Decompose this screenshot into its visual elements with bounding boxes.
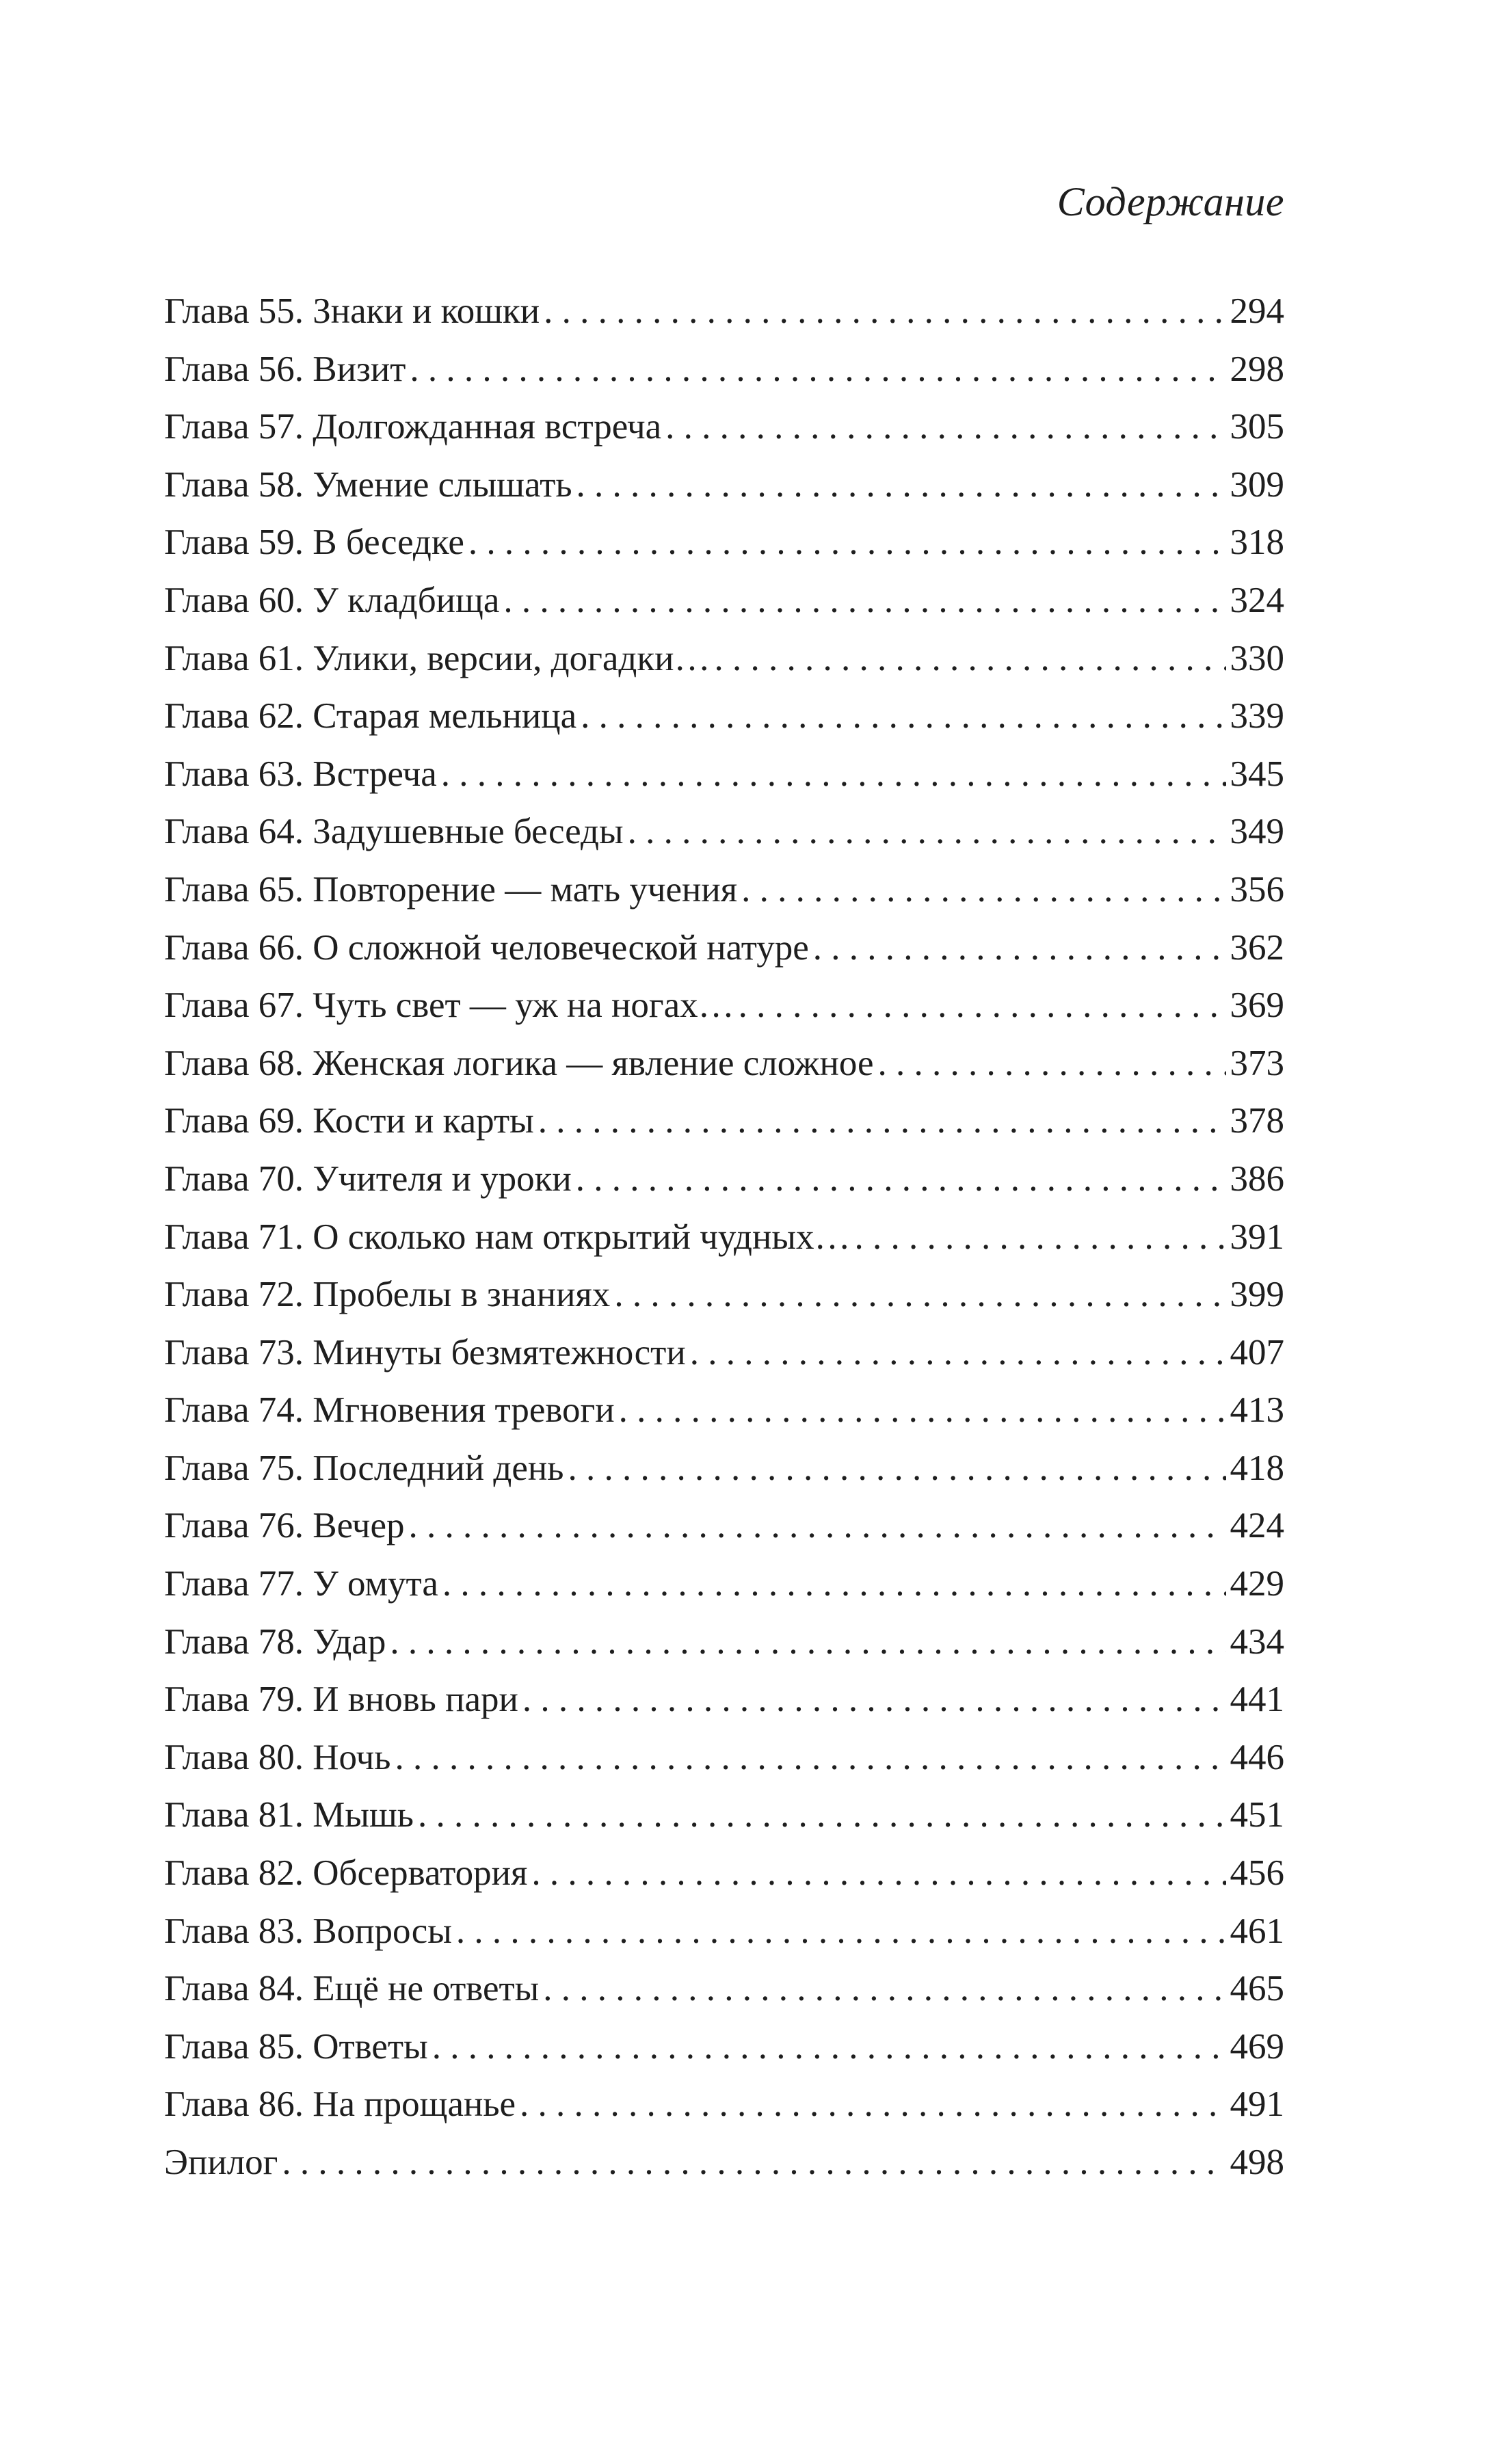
toc-entry (164, 1960, 1284, 2018)
dot-leader (878, 1035, 1226, 1093)
toc-entry-title: Глава 84. Ещё не ответы (164, 1969, 540, 2009)
toc-entry (164, 1902, 1284, 1961)
dot-leader (854, 1208, 1225, 1266)
dot-leader (522, 1671, 1226, 1729)
toc-entry (164, 1266, 1284, 1324)
dot-leader (690, 1324, 1226, 1382)
toc-entry-title: Глава 58. Умение слышать (164, 464, 572, 505)
dot-leader (739, 977, 1226, 1035)
toc-entry (164, 977, 1284, 1035)
toc-entry-page: 446 (1230, 1737, 1284, 1777)
toc-entry-page: 451 (1230, 1795, 1284, 1835)
toc-entry-title: Глава 71. О сколько нам открытий чудных… (164, 1217, 851, 1257)
toc-entry (164, 1035, 1284, 1093)
toc-entry-title: Глава 80. Ночь (164, 1737, 391, 1777)
toc-entry-title: Глава 78. Удар (164, 1621, 386, 1662)
toc-entry-page: 456 (1230, 1853, 1284, 1894)
toc-entry-title: Глава 79. И вновь пари (164, 1680, 518, 1720)
dot-leader (813, 919, 1226, 977)
dot-leader (568, 1439, 1225, 1498)
dot-leader (390, 1613, 1225, 1671)
toc-entry-page: 294 (1230, 291, 1284, 331)
toc-entry (164, 341, 1284, 399)
toc-entry-page: 378 (1230, 1101, 1284, 1141)
toc-entry-page: 345 (1230, 754, 1284, 794)
toc-entry-page: 391 (1230, 1217, 1284, 1257)
toc-entry (164, 2018, 1284, 2076)
toc-entry (164, 687, 1284, 745)
toc-entry (164, 919, 1284, 977)
toc-entry-title: Глава 68. Женская логика — явление сложное (164, 1043, 874, 1083)
toc-entry-title: Глава 69. Кости и карты (164, 1101, 534, 1141)
toc-entry-page: 424 (1230, 1506, 1284, 1546)
toc-entry (164, 1671, 1284, 1729)
dot-leader (432, 2018, 1226, 2076)
dot-leader (576, 1150, 1226, 1208)
dot-leader (715, 630, 1226, 688)
toc-entry-title: Глава 76. Вечер (164, 1506, 405, 1546)
toc-entry-page: 434 (1230, 1621, 1284, 1662)
toc-entry (164, 2134, 1284, 2192)
toc-entry-title: Глава 70. Учителя и уроки (164, 1158, 572, 1199)
toc-entry (164, 630, 1284, 688)
dot-leader (442, 1555, 1226, 1613)
dot-leader (544, 282, 1225, 341)
dot-leader (503, 572, 1225, 630)
toc-entry-title: Глава 77. У омута (164, 1564, 438, 1604)
toc-entry-title: Глава 61. Улики, версии, догадки… (164, 638, 711, 678)
dot-leader (628, 803, 1226, 861)
toc-entry-title: Глава 63. Встреча (164, 754, 437, 794)
toc-entry (164, 1208, 1284, 1266)
toc-entry-page: 369 (1230, 985, 1284, 1026)
dot-leader (395, 1729, 1225, 1787)
toc-entry (164, 1613, 1284, 1671)
toc-entry (164, 1381, 1284, 1439)
toc-entry-page: 330 (1230, 638, 1284, 678)
toc-entry-page: 441 (1230, 1680, 1284, 1720)
toc-entry-title: Глава 56. Визит (164, 349, 406, 389)
dot-leader (410, 341, 1225, 399)
toc-entry (164, 1092, 1284, 1150)
toc-entry-page: 373 (1230, 1043, 1284, 1083)
dot-leader (468, 514, 1226, 572)
toc-entry-title: Глава 75. Последний день (164, 1448, 564, 1488)
running-header-title: Содержание (1057, 179, 1284, 224)
toc-entry (164, 803, 1284, 861)
toc-entry (164, 282, 1284, 341)
dot-leader (538, 1092, 1226, 1150)
dot-leader (531, 1844, 1225, 1902)
toc-entry-page: 465 (1230, 1969, 1284, 2009)
toc-entry (164, 1324, 1284, 1382)
toc-entry-title: Глава 60. У кладбища (164, 580, 500, 620)
toc-entry-page: 339 (1230, 696, 1284, 736)
toc-entry (164, 2075, 1284, 2134)
toc-entry-title: Глава 65. Повторение — мать учения (164, 869, 738, 910)
toc-entry (164, 861, 1284, 919)
toc-entry (164, 745, 1284, 804)
toc-entry (164, 1729, 1284, 1787)
toc-entry-page: 491 (1230, 2084, 1284, 2125)
toc-entry-page: 318 (1230, 522, 1284, 563)
dot-leader (408, 1497, 1225, 1555)
toc-entry (164, 1844, 1284, 1902)
toc-entry-title: Глава 85. Ответы (164, 2026, 428, 2067)
toc-entry (164, 398, 1284, 456)
toc-entry-title: Глава 82. Обсерватория (164, 1853, 528, 1894)
dot-leader (520, 2075, 1225, 2134)
dot-leader (543, 1960, 1225, 2018)
toc-entry-page: 429 (1230, 1564, 1284, 1604)
toc-entry (164, 1555, 1284, 1613)
dot-leader (576, 456, 1226, 514)
toc-entry-title: Глава 81. Мышь (164, 1795, 414, 1835)
toc-entry-page: 461 (1230, 1911, 1284, 1951)
toc-entry-page: 413 (1230, 1390, 1284, 1431)
toc-entry-title: Глава 83. Вопросы (164, 1911, 452, 1951)
dot-leader (456, 1902, 1226, 1961)
toc-entry-title: Глава 67. Чуть свет — уж на ногах… (164, 985, 734, 1026)
toc-entry-title: Глава 64. Задушевные беседы (164, 812, 624, 852)
toc-entry-title: Глава 57. Долгожданная встреча (164, 407, 662, 447)
toc-entry-page: 386 (1230, 1158, 1284, 1199)
toc-entry (164, 514, 1284, 572)
dot-leader (741, 861, 1225, 919)
toc-entry (164, 1786, 1284, 1844)
toc-entry-page: 399 (1230, 1275, 1284, 1315)
toc-entry-page: 305 (1230, 407, 1284, 447)
toc-entry-title: Глава 86. На прощанье (164, 2084, 516, 2125)
toc-entry-page: 309 (1230, 464, 1284, 505)
toc-entry-title: Эпилог (164, 2142, 278, 2182)
toc-entry-page: 418 (1230, 1448, 1284, 1488)
toc-entry-page: 349 (1230, 812, 1284, 852)
toc-entry-page: 356 (1230, 869, 1284, 910)
table-of-contents (164, 282, 1284, 2192)
toc-entry-page: 298 (1230, 349, 1284, 389)
dot-leader (665, 398, 1225, 456)
toc-entry-page: 362 (1230, 927, 1284, 968)
dot-leader (581, 687, 1225, 745)
toc-entry (164, 1497, 1284, 1555)
toc-entry (164, 1150, 1284, 1208)
toc-entry (164, 572, 1284, 630)
toc-entry-page: 469 (1230, 2026, 1284, 2067)
dot-leader (282, 2134, 1225, 2192)
toc-entry-title: Глава 66. О сложной человеческой натуре (164, 927, 809, 968)
toc-entry-title: Глава 55. Знаки и кошки (164, 291, 540, 331)
toc-entry-title: Глава 74. Мгновения тревоги (164, 1390, 615, 1431)
dot-leader (418, 1786, 1226, 1844)
dot-leader (614, 1266, 1225, 1324)
toc-entry-title: Глава 62. Старая мельница (164, 696, 577, 736)
dot-leader (619, 1381, 1226, 1439)
dot-leader (441, 745, 1226, 804)
toc-entry-page: 407 (1230, 1332, 1284, 1372)
toc-entry-page: 498 (1230, 2142, 1284, 2182)
toc-entry-title: Глава 73. Минуты безмятежности (164, 1332, 686, 1372)
toc-entry-title: Глава 72. Пробелы в знаниях (164, 1275, 611, 1315)
toc-entry (164, 456, 1284, 514)
toc-entry-page: 324 (1230, 580, 1284, 620)
toc-entry (164, 1439, 1284, 1498)
toc-entry-title: Глава 59. В беседке (164, 522, 464, 563)
